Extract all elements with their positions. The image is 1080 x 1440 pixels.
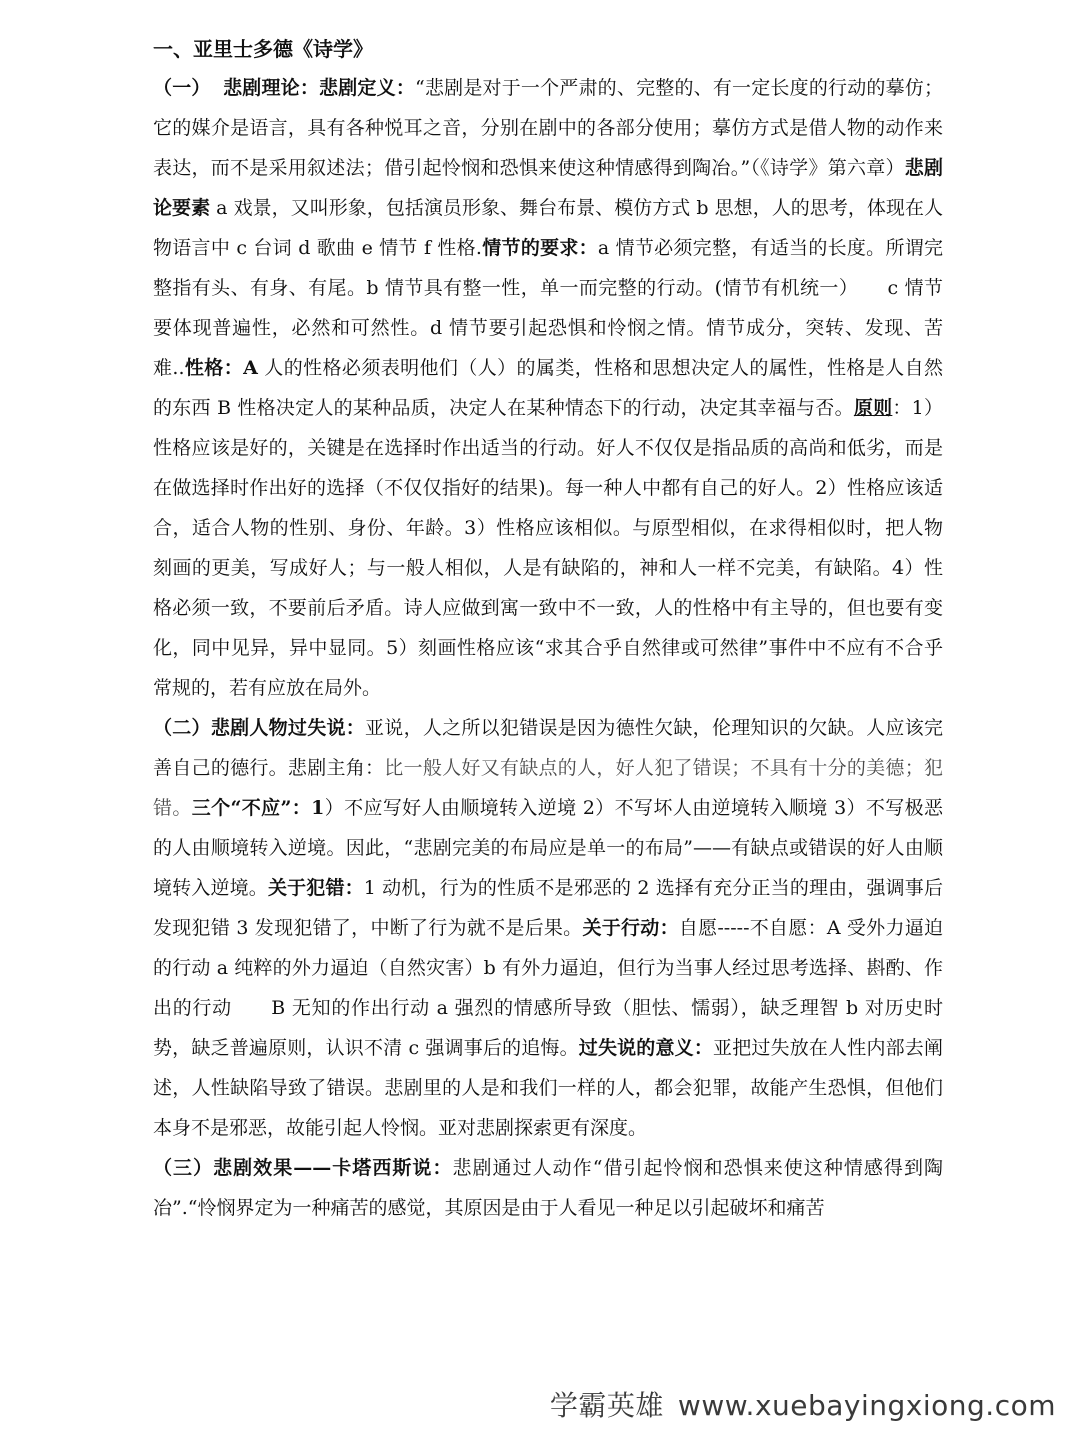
section-1-label: （一） <box>153 77 211 99</box>
elements-text: a 戏景，又叫形象，包括演员形象、舞台布景、模仿方式 b 思想，人的思考，体现在人物语言中 c 台词 d 歌曲 e 情节 f 性格. <box>153 197 943 259</box>
character-marker: A <box>243 357 258 379</box>
character-text: 人的性格必须表明他们（人）的属类，性格和思想决定人的属性，性格是人自然的东西 B 性格决定人的某种品质，决定人在某种情态下的行动，决定其幸福与否。 <box>153 357 943 419</box>
action-label: 关于行动： <box>582 917 679 939</box>
section-1-paragraph <box>153 68 943 708</box>
section-3-title: 悲剧效果——卡塔西斯说： <box>213 1157 453 1179</box>
definition-title: 悲剧定义： <box>319 77 416 99</box>
section-3-paragraph <box>153 1148 943 1228</box>
protagonist-description: 比一般人好又有缺点的人，好人犯了错误；不具有十分的美德；犯错。 <box>153 757 943 819</box>
watermark <box>550 1384 1056 1424</box>
section-2-paragraph <box>153 708 943 1148</box>
section-2-title: 悲剧人物过失说： <box>210 717 366 739</box>
plot-label: 情节的要求： <box>481 237 598 259</box>
section-3-label: （三） <box>153 1157 214 1179</box>
principle-text: ：1）性格应该是好的，关键是在选择时作出适当的行动。好人不仅仅是指品质的高尚和低劣，而是在做选择时作出好的选择（不仅仅指好的结果)。每一种人中都有自己的好人。2）性格应该适合，适合人物的性别、身份、年龄。3）性格应该相似。与原型相似，在求得相似时，把人物刻画的更美，写成好人；与一般人相似，人是有缺陷的，神和人一样不完美，有缺陷。4）性格必须一致，不要前后矛盾。诗人应做到寓一致中不一致，人的性格中有主导的，但也要有变化，同中见异，异中显同。5）刻画性格应该“求其合乎自然律或可然律”事件中不应有不合乎常规的，若有应放在局外。 <box>153 397 943 699</box>
section-3-text: 悲剧通过人动作“借引起怜悯和恐惧来使这种情感得到陶冶”.“怜悯界定为一种痛苦的感觉，其原因是由于人看见一种足以引起破坏和痛苦 <box>153 1157 943 1219</box>
principle-label: 原则 <box>853 397 893 419</box>
error-label: 关于犯错： <box>267 877 364 899</box>
three-not-text: ）不应写好人由顺境转入逆境 2）不写坏人由逆境转入顺境 3）不写极恶的人由顺境转入逆境。因此，“悲剧完美的布局应是单一的布局”——有缺点或错误的好人由顺境转入逆境。 <box>153 797 943 899</box>
three-not-label: 三个“不应”：1 <box>191 797 325 819</box>
action-text: 自愿-----不自愿：A 受外力逼迫的行动 a 纯粹的外力逼迫（自然灾害）b 有外力逼迫，但行为当事人经过思考选择、斟酌、作出的行动 B 无知的作出行动 a 强烈的情感所导致（胆怯、懦弱），缺乏理智 b 对历史时势，缺乏普遍原则，认识不清 c 强调事后的追悔。 <box>153 917 943 1059</box>
plot-text: a 情节必须完整，有适当的长度。所谓完整指有头、有身、有尾。b 情节具有整一性，单一而完整的行动。(情节有机统一） c 情节要体现普遍性，必然和可然性。d 情节要引起恐惧和怜悯之情。情节成分，突转、发现、苦难.. <box>153 237 943 379</box>
meaning-label: 过失说的意义： <box>578 1037 714 1059</box>
error-text: 1 动机，行为的性质不是邪恶的 2 选择有充分正当的理由，强调事后发现犯错 3 发现犯错了，中断了行为就不是后果。 <box>153 877 943 939</box>
elements-label: 悲剧论要素 <box>153 157 943 219</box>
section-2-label: （二） <box>153 717 211 739</box>
page-title: 一、亚里士多德《诗学》 <box>153 37 373 61</box>
character-label: 性格： <box>184 357 244 379</box>
document-body <box>153 30 943 1228</box>
meaning-text: 亚把过失放在人性内部去阐述，人性缺陷导致了错误。悲剧里的人是和我们一样的人，都会犯罪，故能产生恐惧，但他们本身不是邪恶，故能引起人怜悯。亚对悲剧探索更有深度。 <box>153 1037 943 1139</box>
section-1-title: 悲剧理论： <box>223 77 320 99</box>
watermark-url: www.xuebayingxiong.com <box>677 1389 1056 1422</box>
section-2-intro: 亚说，人之所以犯错误是因为德性欠缺，伦理知识的欠缺。人应该完善自己的德行。悲剧主角： <box>153 717 943 779</box>
watermark-brand: 学霸英雄 <box>549 1389 664 1422</box>
tragedy-definition: “悲剧是对于一个严肃的、完整的、有一定长度的行动的摹仿；它的媒介是语言，具有各种悦耳之音，分别在剧中的各部分使用；摹仿方式是借人物的动作来表达，而不是采用叙述法；借引起怜悯和恐惧来使这种情感得到陶冶。”（《诗学》第六章） <box>153 77 943 179</box>
